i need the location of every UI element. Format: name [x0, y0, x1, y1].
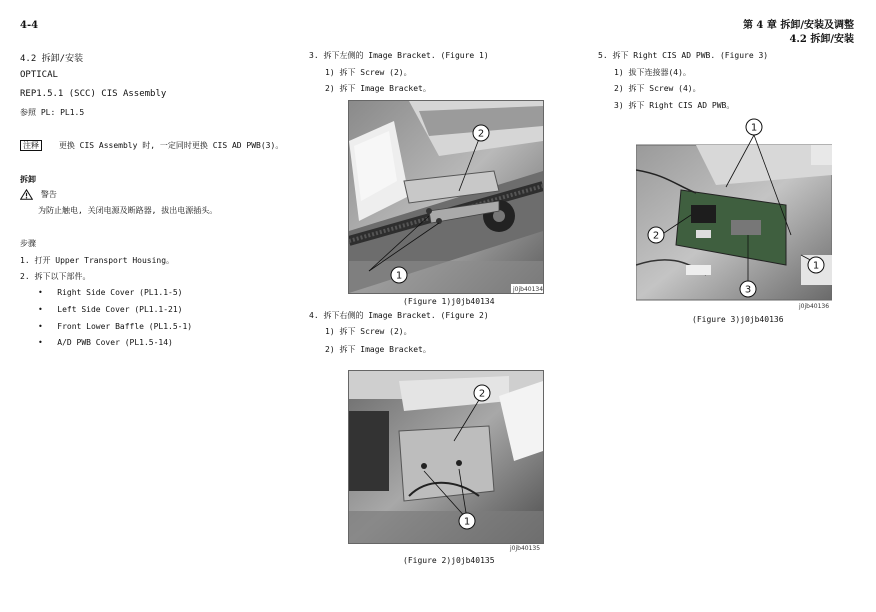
step-3: 3. 拆下左侧的 Image Bracket. (Figure 1): [309, 51, 489, 60]
step-4: 4. 拆下右侧的 Image Bracket. (Figure 2): [309, 311, 489, 320]
warning-triangle-icon: [20, 189, 33, 200]
note-text: 更换 CIS Assembly 时, 一定同时更换 CIS AD PWB(3)。: [58, 141, 284, 150]
list-item: • Right Side Cover (PL1.1-5): [38, 288, 183, 297]
step-4-2: 2) 拆下 Image Bracket。: [325, 345, 431, 354]
callout-1: 1: [395, 270, 403, 282]
step-1: 1. 打开 Upper Transport Housing。: [20, 256, 175, 265]
bullet-text: Left Side Cover (PL1.1-21): [57, 305, 183, 314]
callout-1: 1: [463, 516, 471, 528]
chapter-title: 第 4 章 拆卸/安装及调整: [742, 20, 854, 31]
bullet-text: A/D PWB Cover (PL1.5-14): [57, 338, 173, 347]
callout-3: 3: [744, 284, 752, 296]
section-title: 4.2 拆卸/安装: [20, 54, 84, 64]
removal-heading: 拆卸: [20, 175, 36, 184]
steps-heading: 步骤: [20, 239, 36, 248]
step-5-1: 1) 拔下连接器(4)。: [614, 68, 691, 77]
warning-block: [20, 189, 57, 200]
bullet-text: Front Lower Baffle (PL1.5-1): [57, 322, 193, 331]
callout-1: 1: [812, 260, 820, 272]
figure-1-caption: (Figure 1)j0jb40134: [403, 297, 495, 306]
step-5: 5. 拆下 Right CIS AD PWB. (Figure 3): [598, 51, 769, 60]
list-item: • Left Side Cover (PL1.1-21): [38, 305, 183, 314]
figure-3-caption: (Figure 3)j0jb40136: [692, 315, 784, 324]
callout-2: 2: [652, 230, 660, 242]
step-3-1: 1) 拆下 Screw (2)。: [325, 68, 412, 77]
step-4-1: 1) 拆下 Screw (2)。: [325, 327, 412, 336]
step-3-2: 2) 拆下 Image Bracket。: [325, 84, 431, 93]
figure-2-photo: [348, 370, 544, 544]
callout-2: 2: [477, 128, 485, 140]
figure-2-code: j0jb40135: [510, 545, 541, 552]
figure-1-code: j0jb40134: [513, 286, 543, 293]
step-2: 2. 拆下以下部件。: [20, 272, 91, 281]
warning-label: 警告: [40, 190, 57, 199]
list-item: • A/D PWB Cover (PL1.5-14): [38, 338, 173, 347]
note-block: [20, 140, 283, 151]
warning-text: 为防止触电, 关闭电源及断路器, 拔出电源插头。: [38, 206, 218, 215]
parts-list-ref: 参照 PL: PL1.5: [20, 108, 85, 117]
rep-title: REP1.5.1 (SCC) CIS Assembly: [20, 89, 167, 99]
bullet-text: Right Side Cover (PL1.1-5): [57, 288, 183, 297]
figure-2-caption: (Figure 2)j0jb40135: [403, 556, 495, 565]
step-5-2: 2) 拆下 Screw (4)。: [614, 84, 701, 93]
figure-3-code: j0jb40136: [799, 303, 830, 310]
figure-1-photo: [348, 100, 544, 294]
page-number: 4-4: [20, 20, 39, 31]
callout-2: 2: [478, 388, 486, 400]
callout-1: 1: [750, 122, 758, 134]
section-header: 4.2 拆卸/安装: [789, 34, 854, 45]
step-5-3: 3) 拆下 Right CIS AD PWB。: [614, 101, 735, 110]
list-item: • Front Lower Baffle (PL1.5-1): [38, 322, 193, 331]
note-label: 注释: [20, 140, 42, 151]
figure-3-photo: [636, 115, 832, 302]
optical-label: OPTICAL: [20, 70, 58, 80]
